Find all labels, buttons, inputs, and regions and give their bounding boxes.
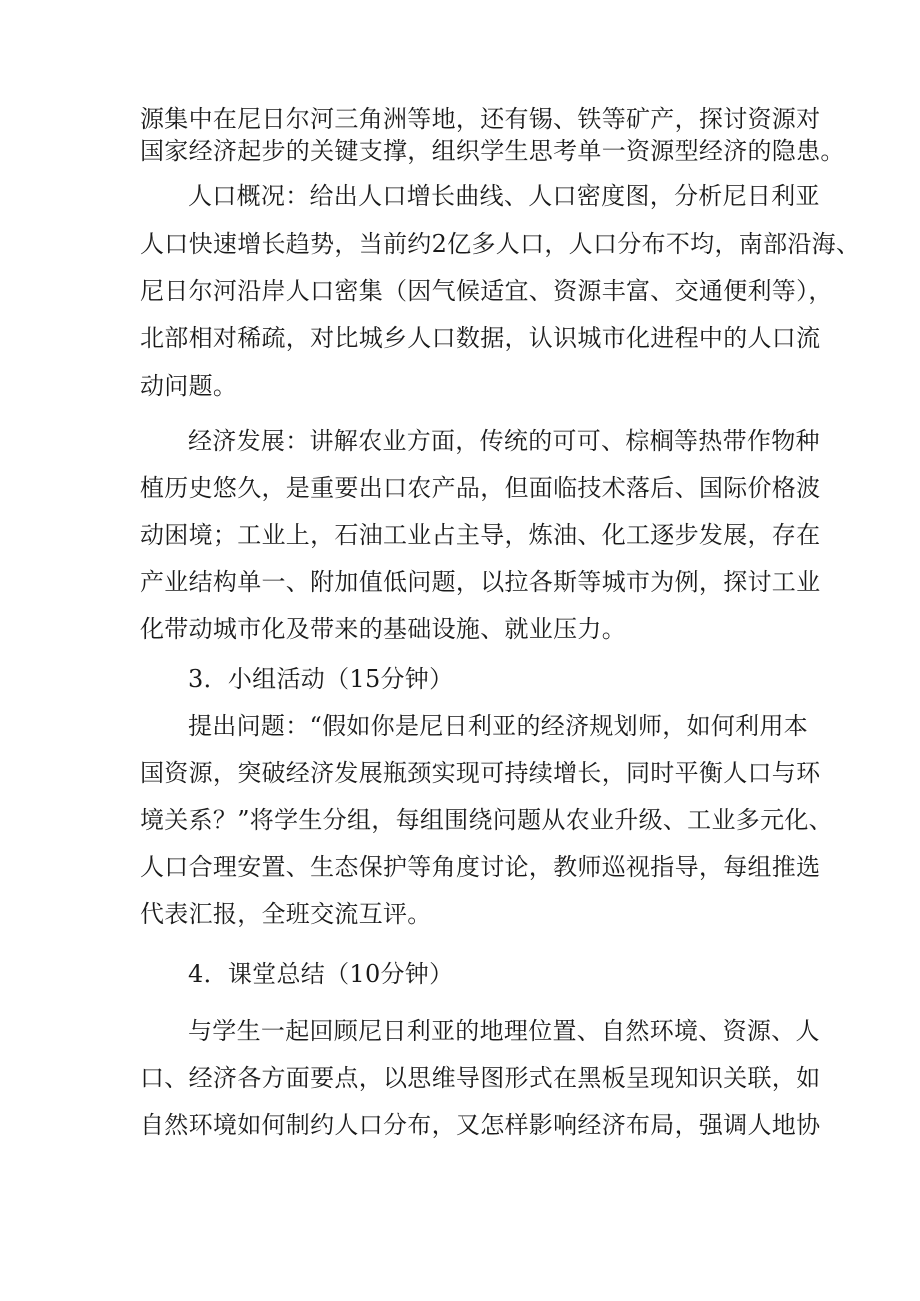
section-heading-group-activity: 3．小组活动（15分钟） [188,665,454,693]
text-line: 代表汇报，全班交流互评。 [140,900,432,928]
text-line: 国资源，突破经济发展瓶颈实现可持续增长，同时平衡人口与环 [140,759,821,787]
paragraph-economy-start: 经济发展：讲解农业方面，传统的可可、棕榈等热带作物种 [188,427,820,455]
text-line: 化带动城市化及带来的基础设施、就业压力。 [140,615,626,643]
text-line: 人口快速增长趋势，当前约2亿多人口，人口分布不均，南部沿海、 [140,230,861,258]
text-line: 动困境；工业上，石油工业占主导，炼油、化工逐步发展，存在 [140,521,821,549]
text-line: 境关系？”将学生分组，每组围绕问题从农业升级、工业多元化、 [140,806,833,834]
text-line: 北部相对稀疏，对比城乡人口数据，认识城市化进程中的人口流 [140,324,821,352]
text-line: 国家经济起步的关键支撑，组织学生思考单一资源型经济的隐患。 [140,137,845,165]
paragraph-question-start: 提出问题：“假如你是尼日利亚的经济规划师，如何利用本 [188,712,809,740]
section-heading-summary: 4．课堂总结（10分钟） [188,960,454,988]
text-line: 源集中在尼日尔河三角洲等地，还有锡、铁等矿产，探讨资源对 [140,105,821,133]
text-line: 产业结构单一、附加值低问题，以拉各斯等城市为例，探讨工业 [140,568,821,596]
text-line: 口、经济各方面要点，以思维导图形式在黑板呈现知识关联，如 [140,1064,821,1092]
paragraph-summary-start: 与学生一起回顾尼日利亚的地理位置、自然环境、资源、人 [188,1017,820,1045]
text-line: 动问题。 [140,372,238,400]
text-line: 植历史悠久，是重要出口农产品，但面临技术落后、国际价格波 [140,474,821,502]
paragraph-population-start: 人口概况：给出人口增长曲线、人口密度图，分析尼日利亚 [188,182,820,210]
text-line: 自然环境如何制约人口分布，又怎样影响经济布局，强调人地协 [140,1111,821,1139]
text-line: 人口合理安置、生态保护等角度讨论，教师巡视指导，每组推选 [140,853,821,881]
text-line: 尼日尔河沿岸人口密集（因气候适宜、资源丰富、交通便利等）， [140,277,833,305]
